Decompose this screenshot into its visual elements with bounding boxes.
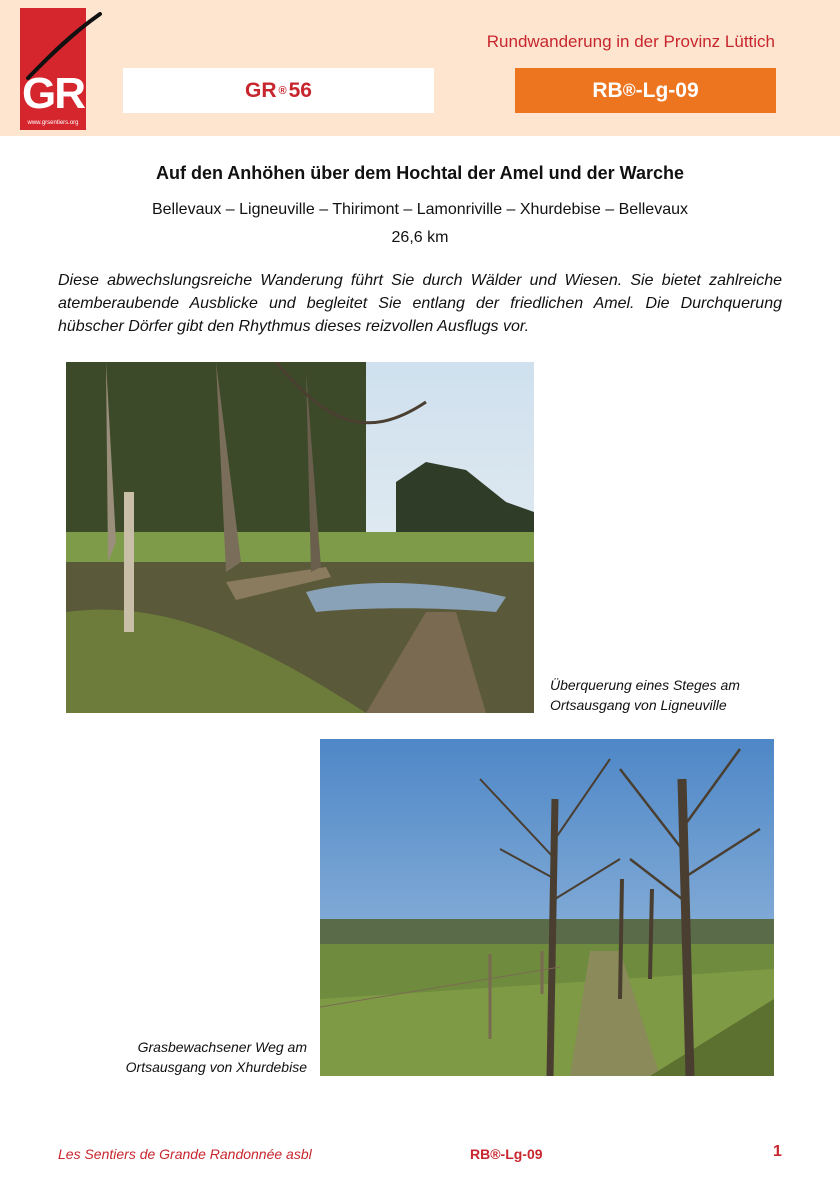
logo-text: GR [22,69,84,118]
photo1-caption-line1: Überquerung eines Steges am [550,677,740,693]
footer-code: RB®-Lg-09 [470,1146,543,1162]
photo-grass-path [320,739,774,1076]
photo2-caption [90,1037,307,1077]
intro-paragraph: Diese abwechslungsreiche Wanderung führt Sie durch Wälder und Wiesen. Sie bietet zahlreiche atemberaubende Ausblicke und begleitet Sie entlang der friedlichen Amel. Die Durchquerung hübscher Dörfer gibt den Rhythmus dieses reizvollen Ausflugs vor. [58,272,782,335]
footer-org: Les Sentiers de Grande Randonnée asbl [58,1146,312,1162]
rb-prefix: RB [592,78,623,102]
photo2-caption-line2: Ortsausgang von Xhurdebise [125,1059,307,1075]
gr-badge [123,68,434,113]
photo1-caption-line2: Ortsausgang von Ligneuville [550,697,727,713]
rb-registered-mark: ® [622,80,636,100]
region-label: Rundwanderung in der Provinz Lüttich [486,32,775,51]
page-title: Auf den Anhöhen über dem Hochtal der Amel und der Warche [155,163,685,183]
gr-number: 56 [288,78,312,102]
photo-footbridge [66,362,534,713]
photo1-caption [550,675,780,715]
route-line: Bellevaux – Ligneuville – Thirimont – Lamonriville – Xhurdebise – Bellevaux [151,201,688,218]
gr-logo [20,8,86,130]
rb-badge [515,68,776,113]
gr-prefix: GR [245,78,277,102]
photo2-caption-line1: Grasbewachsener Weg am [137,1039,307,1055]
page-number: 1 [773,1143,782,1160]
gr-registered-mark: ® [278,84,287,97]
rb-code: -Lg-09 [635,78,699,102]
page-header [0,0,840,136]
distance: 26,6 km [391,229,449,246]
logo-url: www.grsentiers.org [27,120,79,126]
